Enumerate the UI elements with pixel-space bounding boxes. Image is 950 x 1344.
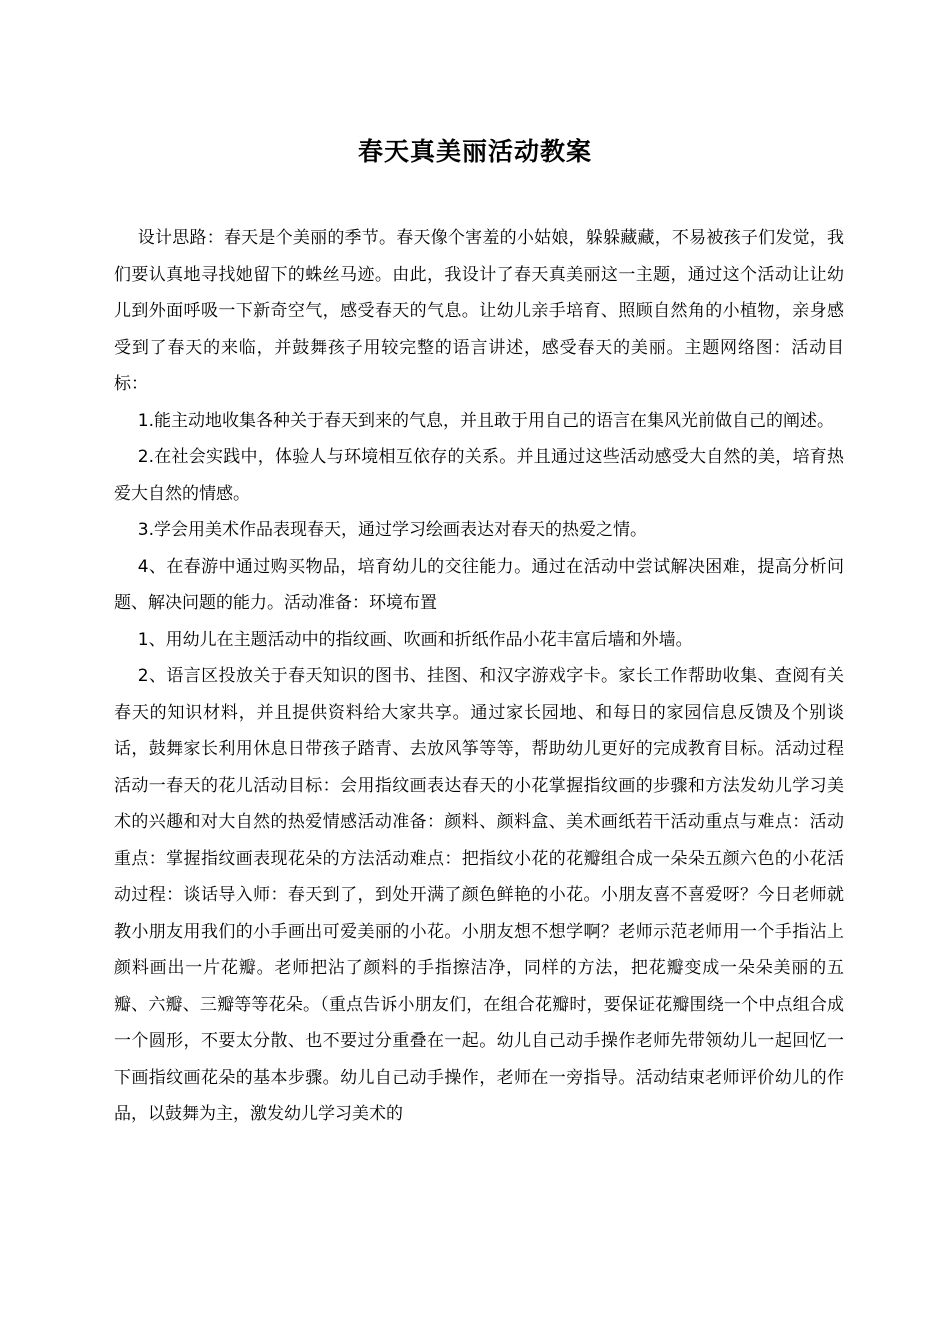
paragraph-prep-1: 1、用幼儿在主题活动中的指纹画、吹画和折纸作品小花丰富后墙和外墙。 [137,629,693,650]
paragraph-goal-1: 1.能主动地收集各种关于春天到来的气息，并且敢于用自己的语言在集风光前做自己的阐述。 [137,410,835,431]
paragraph-goal-4: 4、在春游中通过购买物品，培育幼儿的交往能力。通过在活动中尝试解决困难，提高分析问题、解决问题的能力。活动准备：环境布置 [114,556,844,613]
paragraph-design-idea: 设计思路：春天是个美丽的季节。春天像个害羞的小姑娘，躲躲藏藏，不易被孩子们发觉，我们要认真地寻找她留下的蛛丝马迹。由此，我设计了春天真美丽这一主题，通过这个活动让让幼儿到外面呼吸一下新奇空气，感受春天的气息。让幼儿亲手培育、照顾自然角的小植物，亲身感受到了春天的来临，并鼓舞孩子用较完整的语言讲述，感受春天的美丽。主题网络图：活动目标： [114,228,844,394]
paragraph-goal-2: 2.在社会实践中，体验人与环境相互依存的关系。并且通过这些活动感受大自然的美，培育热爱大自然的情感。 [114,447,844,504]
paragraph-goal-3: 3.学会用美术作品表现春天，通过学习绘画表达对春天的热爱之情。 [137,520,648,540]
paragraph-prep-2: 2、语言区投放关于春天知识的图书、挂图、和汉字游戏字卡。家长工作帮助收集、查阅有关春天的知识材料，并且提供资料给大家共享。通过家长园地、和每日的家园信息反馈及个别谈话，鼓舞家长利用休息日带孩子踏青、去放风筝等等，帮助幼儿更好的完成教育目标。活动过程活动一春天的花儿活动目标：会用指纹画表达春天的小花掌握指纹画的步骤和方法发幼儿学习美术的兴趣和对大自然的热爱情感活动准备：颜料、颜料盒、美术画纸若干活动重点与难点：活动重点：掌握指纹画表现花朵的方法活动难点：把指纹小花的花瓣组合成一朵朵五颜六色的小花活动过程：谈话导入师：春天到了，到处开满了颜色鲜艳的小花。小朋友喜不喜爱呀？今日老师就教小朋友用我们的小手画出可爱美丽的小花。小朋友想不想学啊？老师示范老师用一个手指沾上颜料画出一片花瓣。老师把沾了颜料的手指擦洁净，同样的方法，把花瓣变成一朵朵美丽的五瓣、六瓣、三瓣等等花朵。（重点告诉小朋友们，在组合花瓣时，要保证花瓣围绕一个中点组合成一个圆形，不要太分散、也不要过分重叠在一起。幼儿自己动手操作老师先带领幼儿一起回忆一下画指纹画花朵的基本步骤。幼儿自己动手操作，老师在一旁指导。活动结束老师评价幼儿的作品，以鼓舞为主，激发幼儿学习美术的 [114,666,844,1124]
document-title: 春天真美丽活动教案 [357,137,592,166]
document-body [114,220,844,1133]
